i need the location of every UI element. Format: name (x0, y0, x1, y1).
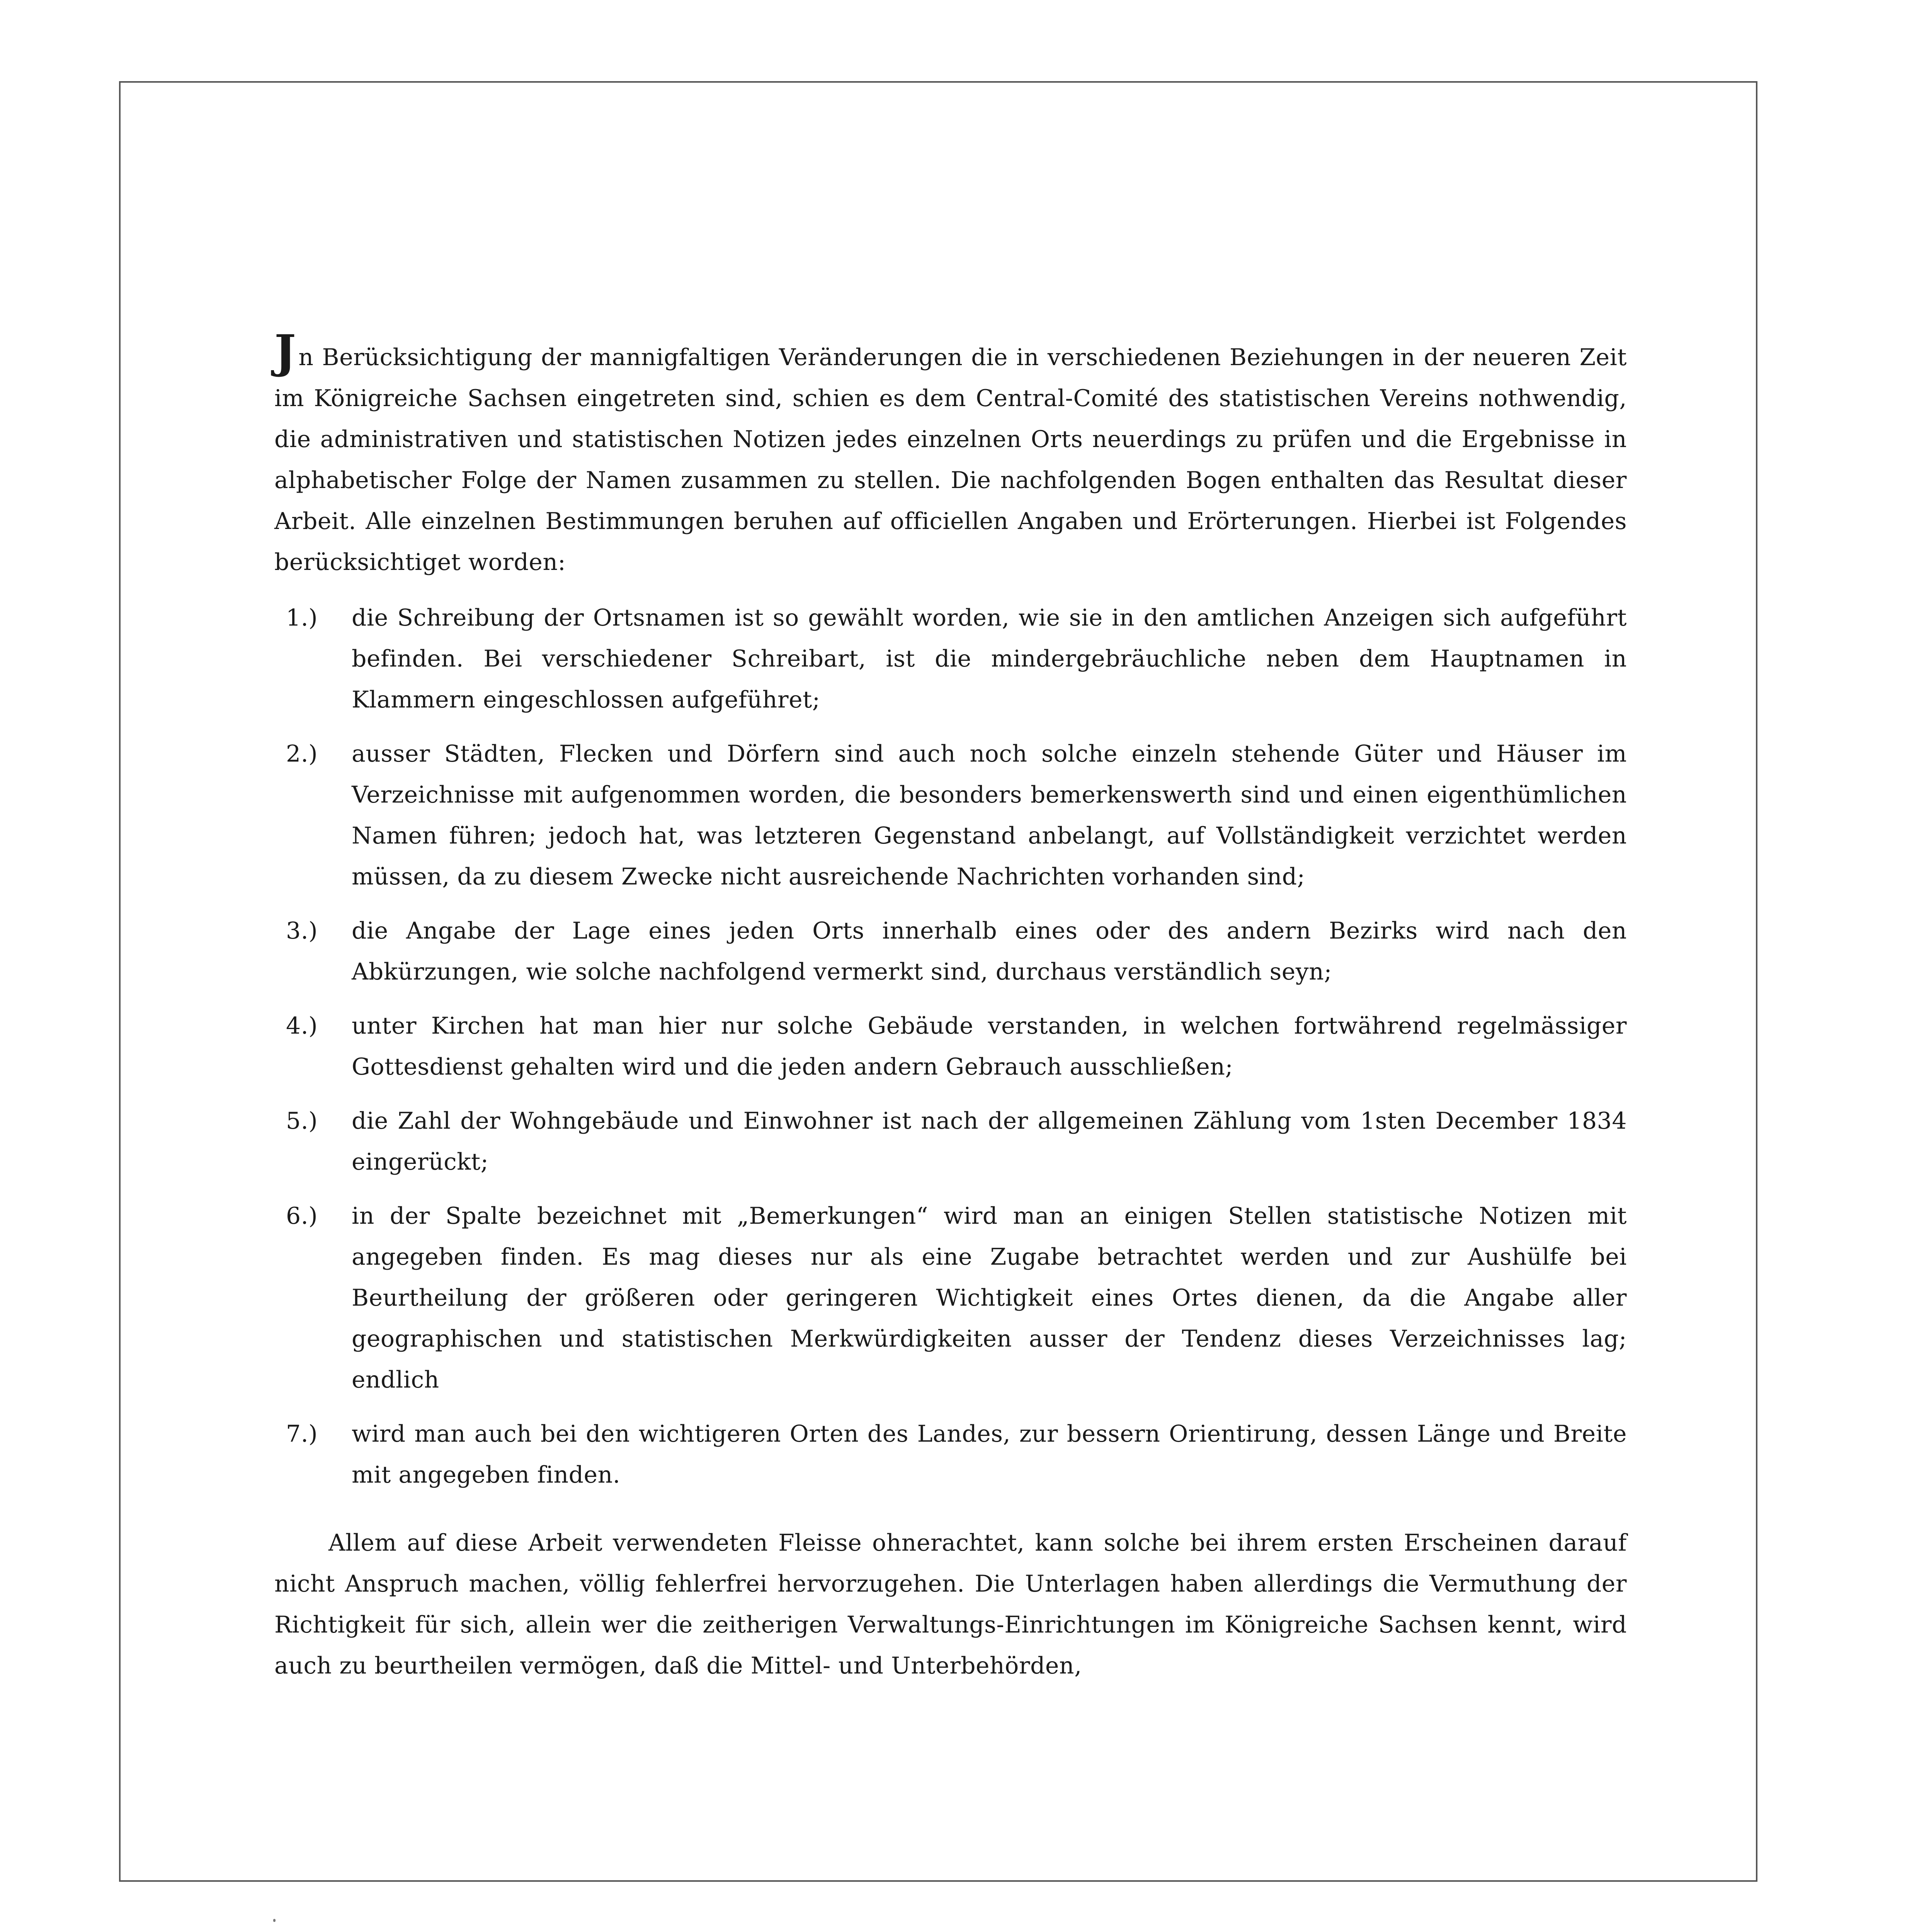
item-number: 1.) (286, 604, 318, 631)
list-item (286, 1196, 1627, 1400)
list-item (286, 1005, 1627, 1087)
item-number: 7.) (286, 1420, 318, 1447)
item-text: in der Spalte bezeichnet mit „Bemerkungen“ wird man an einigen Stellen statistische Notizen mit angegeben finden. Es mag dieses nur als eine Zugabe betrachtet werden und zur Aushülfe bei Beurtheilung der größeren oder geringeren Wichtigkeit eines Ortes dienen, da die Angabe aller geographischen und statistischen Merkwürdigkeiten ausser der Tendenz dieses Verzeichnisses lag; endlich (352, 1202, 1627, 1393)
scan-speck (273, 1919, 276, 1922)
item-text: unter Kirchen hat man hier nur solche Gebäude verstanden, in welchen fortwährend regelmässiger Gottesdienst gehalten wird und die jeden andern Gebrauch ausschließen; (352, 1012, 1627, 1080)
list-item (286, 733, 1627, 897)
intro-text: n Berücksichtigung der mannigfaltigen Veränderungen die in verschiedenen Beziehungen in der neueren Zeit im Königreiche Sachsen eingetreten sind, schien es dem Central-Comité des statistischen Vereins nothwendig, die administrativen und statistischen Notizen jedes einzelnen Orts neuerdings zu prüfen und die Ergebnisse in alphabetischer Folge der Namen zusammen zu stellen. Die nachfolgenden Bogen enthalten das Resultat dieser Arbeit. Alle einzelnen Bestimmungen beruhen auf officiellen Angaben und Erörterungen. Hierbei ist Folgendes berücksichtiget worden: (274, 344, 1627, 576)
list-item (286, 597, 1627, 720)
item-number: 6.) (286, 1202, 318, 1230)
item-text: die Schreibung der Ortsnamen ist so gewählt worden, wie sie in den amtlichen Anzeigen sich aufgeführt befinden. Bei verschiedener Schreibart, ist die mindergebräuchliche neben dem Hauptnamen in Klammern eingeschlossen aufgeführet; (352, 604, 1627, 713)
closing-paragraph: Allem auf diese Arbeit verwendeten Fleisse ohnerachtet, kann solche bei ihrem ersten Erscheinen darauf nicht Anspruch machen, völlig fehlerfrei hervorzugehen. Die Unterlagen haben allerdings die Vermuthung der Richtigkeit für sich, allein wer die zeitherigen Verwaltungs-Einrichtungen im Königreiche Sachsen kennt, wird auch zu beurtheilen vermögen, daß die Mittel- und Unterbehörden, (274, 1529, 1627, 1679)
item-number: 2.) (286, 740, 318, 767)
item-number: 4.) (286, 1012, 318, 1039)
item-text: ausser Städten, Flecken und Dörfern sind auch noch solche einzeln stehende Güter und Häuser im Verzeichnisse mit aufgenommen worden, die besonders bemerkenswerth sind und einen eigenthümlichen Namen führen; jedoch hat, was letzteren Gegenstand anbelangt, auf Vollständigkeit verzichtet werden müssen, da zu diesem Zwecke nicht ausreichende Nachrichten vorhanden sind; (352, 740, 1627, 890)
list-item (286, 1413, 1627, 1495)
drop-cap: J (274, 325, 296, 378)
item-text: die Angabe der Lage eines jeden Orts innerhalb eines oder des andern Bezirks wird nach den Abkürzungen, wie solche nachfolgend vermerkt sind, durchaus verständlich seyn; (352, 917, 1627, 985)
item-number: 3.) (286, 917, 318, 944)
item-text: wird man auch bei den wichtigeren Orten des Landes, zur bessern Orientirung, dessen Länge und Breite mit angegeben finden. (352, 1420, 1627, 1488)
document-body (274, 325, 1627, 1686)
item-text: die Zahl der Wohngebäude und Einwohner ist nach der allgemeinen Zählung vom 1sten December 1834 eingerückt; (352, 1107, 1627, 1175)
intro-paragraph (274, 325, 1627, 583)
list-item (286, 1100, 1627, 1182)
list-item (286, 910, 1627, 992)
item-number: 5.) (286, 1107, 318, 1134)
